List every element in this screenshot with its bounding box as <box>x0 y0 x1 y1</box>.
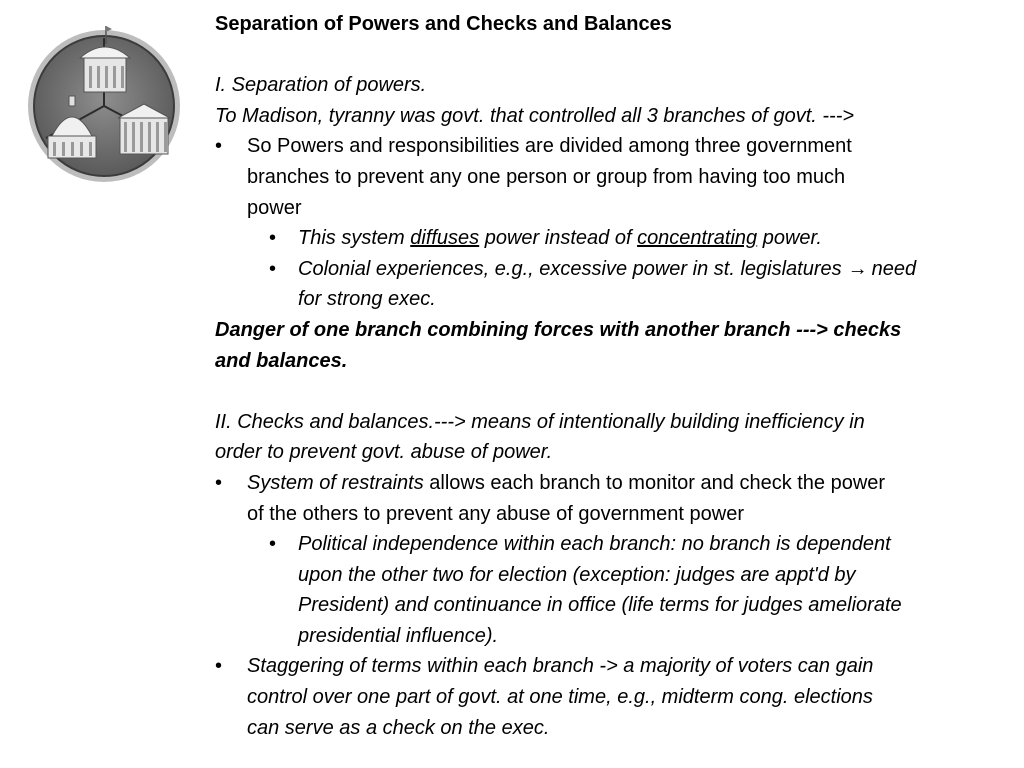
bullet-line <box>298 254 1015 285</box>
bullet-line: can serve as a check on the exec. <box>247 716 550 739</box>
section1-intro: To Madison, tyranny was govt. that controlled all 3 branches of govt. ---> <box>215 104 855 127</box>
bullet-line: Political independence within each branch: no branch is dependent <box>298 533 891 556</box>
section2-heading: II. Checks and balances.---> means of intentionally building inefficiency in <box>215 410 865 433</box>
bullet-icon: • <box>215 655 223 678</box>
text-fragment: need <box>871 257 917 280</box>
bullet-icon: • <box>215 135 223 158</box>
arrow-right-icon: → <box>847 257 868 280</box>
list-item <box>215 651 1015 743</box>
bullet-icon: • <box>269 227 277 250</box>
section2-heading: order to prevent govt. abuse of power. <box>215 441 553 464</box>
sub-list-item <box>215 223 1015 254</box>
italic-lead: System of restraints <box>247 471 424 494</box>
bullet-line <box>298 223 1015 254</box>
bullet-line: Staggering of terms within each branch -> a majority of voters can gain <box>247 655 874 678</box>
bullet-line: of the others to prevent any abuse of government power <box>247 502 744 525</box>
bullet-icon: • <box>269 533 277 556</box>
government-buildings-emblem-icon <box>26 18 182 188</box>
bullet-line: power <box>247 196 302 219</box>
bullet-line <box>247 468 1015 499</box>
bullet-line: upon the other two for election (exception: judges are appt'd by <box>298 563 856 586</box>
spacer <box>215 376 1015 407</box>
text-fragment: This system <box>298 227 411 250</box>
list-item <box>215 131 1015 223</box>
danger-statement: Danger of one branch combining forces with another branch ---> checks <box>215 318 902 341</box>
text-fragment: power. <box>757 227 822 250</box>
underlined-term: diffuses <box>410 227 480 250</box>
sub-list-item <box>215 254 1015 315</box>
bullet-icon: • <box>215 471 223 494</box>
bullet-line: President) and continuance in office (life terms for judges ameliorate <box>298 594 902 617</box>
section1-heading: I. Separation of powers. <box>215 74 427 97</box>
bullet-icon: • <box>269 257 277 280</box>
danger-statement: and balances. <box>215 349 348 372</box>
bullet-line: control over one part of govt. at one time, e.g., midterm cong. elections <box>247 686 873 709</box>
spacer <box>215 40 1015 71</box>
page-title: Separation of Powers and Checks and Balances <box>215 13 672 35</box>
bullet-line: branches to prevent any one person or group from having too much <box>247 165 846 188</box>
text-fragment: Colonial experiences, e.g., excessive power in st. legislatures <box>298 257 842 280</box>
text-fragment: allows each branch to monitor and check the power <box>423 471 886 494</box>
bullet-line: for strong exec. <box>298 288 436 311</box>
bullet-line: presidential influence). <box>298 624 499 647</box>
bullet-line: So Powers and responsibilities are divided among three government <box>247 135 852 158</box>
underlined-term: concentrating <box>637 227 758 250</box>
list-item <box>215 468 1015 529</box>
text-fragment: power instead of <box>479 227 638 250</box>
slide-content <box>215 9 1015 743</box>
sub-list-item <box>215 529 1015 651</box>
